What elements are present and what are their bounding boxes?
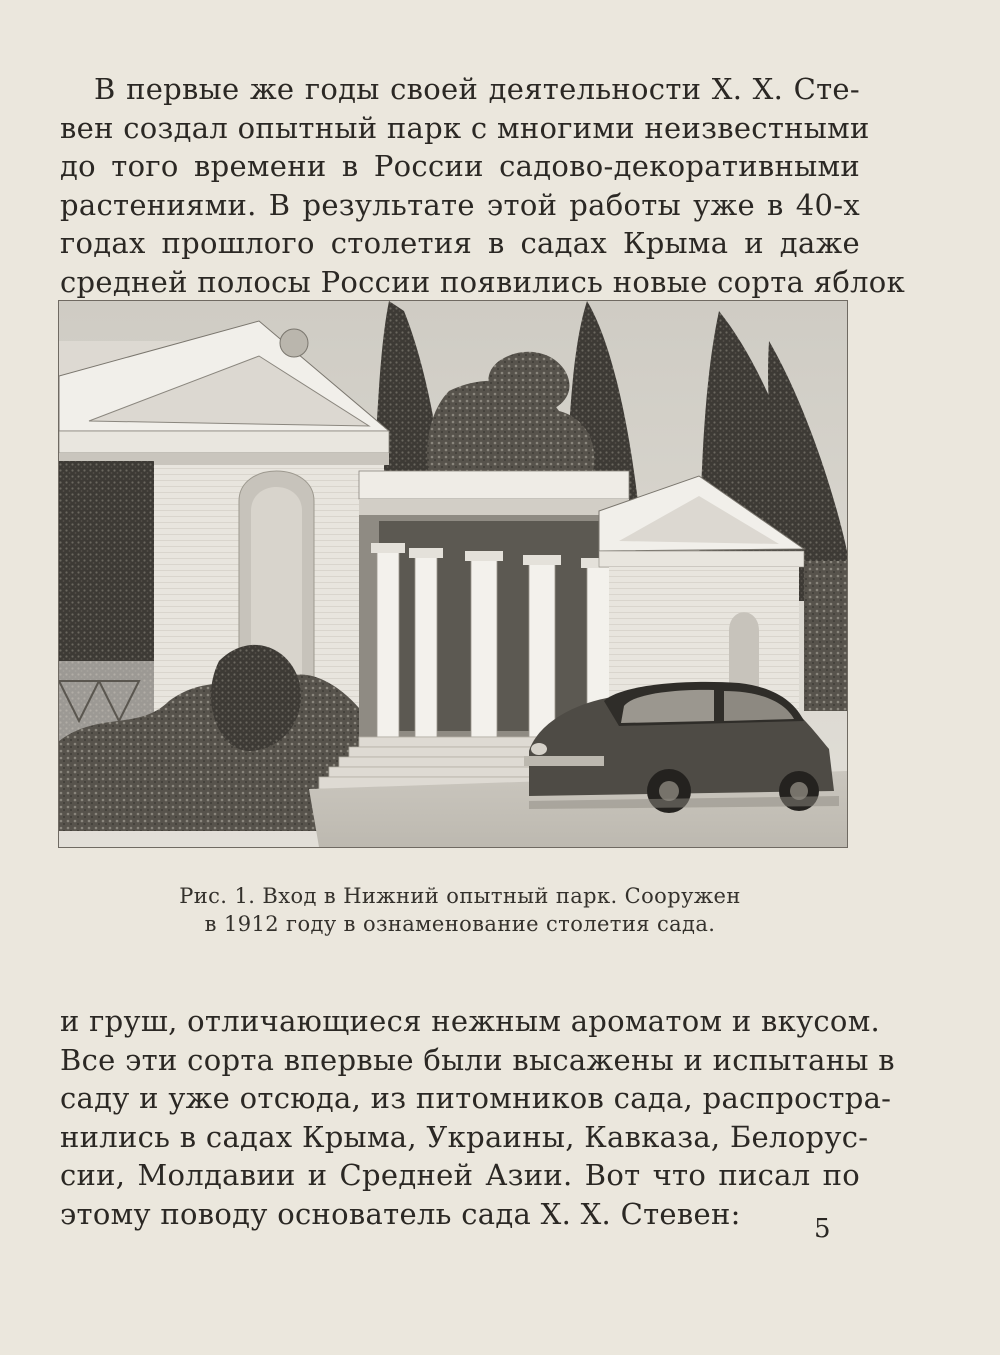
text-line: сии, Молдавии и Средней Азии. Вот что писал по: [60, 1158, 860, 1192]
text-line: нились в садах Крыма, Украины, Кавказа, Белорус-: [60, 1119, 869, 1154]
text-line: Все эти сорта впервые были высажены и испытаны в: [60, 1042, 895, 1077]
figure-caption: [120, 882, 800, 938]
text-line: этому поводу основатель сада Х. Х. Стевен:: [60, 1196, 741, 1231]
text-line: и груш, отличающиеся нежным ароматом и вкусом.: [60, 1004, 881, 1038]
caption-line: в 1912 году в ознаменование столетия сада.: [204, 912, 716, 936]
bottom-paragraph: [60, 1002, 895, 1233]
text-line: В первые же годы своей деятельности Х. Х. Сте-: [94, 72, 860, 106]
text-line: до того времени в России садово-декоративными: [60, 149, 860, 183]
caption-line: Рис. 1. Вход в Нижний опытный парк. Сооружен: [179, 884, 741, 908]
page-number: 5: [814, 1214, 831, 1244]
text-line: годах прошлого столетия в садах Крыма и даже: [60, 226, 860, 260]
text-line: средней полосы России появились новые сорта яблок: [60, 264, 905, 299]
park-entrance-photo: [59, 301, 847, 847]
figure-photo: [58, 300, 848, 848]
top-paragraph: [60, 70, 905, 301]
text-line: вен создал опытный парк с многими неизвестными: [60, 110, 870, 145]
text-line: растениями. В результате этой работы уже в 40-х: [60, 187, 860, 222]
text-line: саду и уже отсюда, из питомников сада, распростра-: [60, 1081, 892, 1115]
